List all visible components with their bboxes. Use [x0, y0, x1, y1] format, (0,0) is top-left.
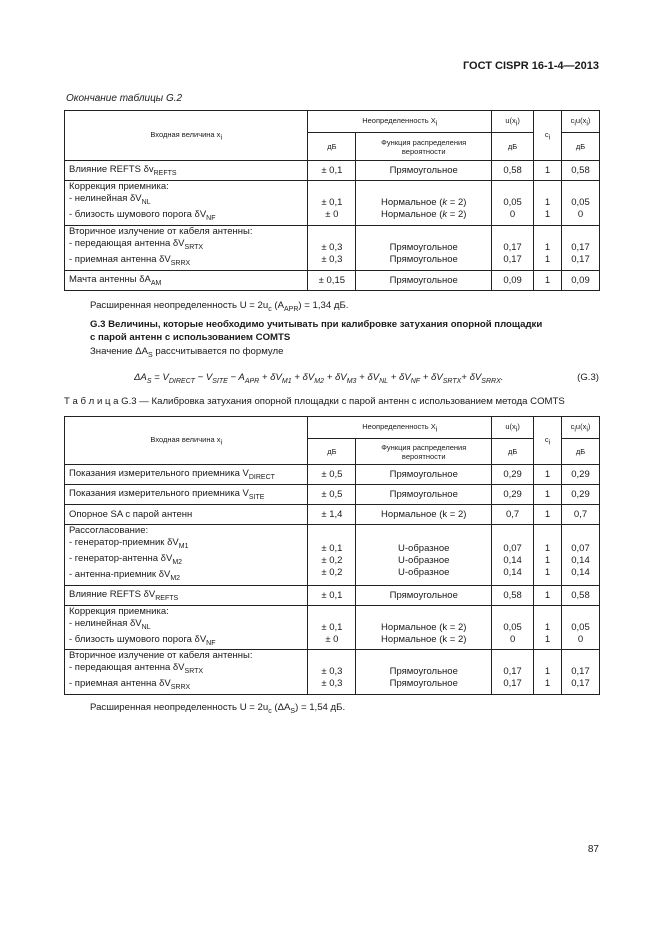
header-uncertainty: Неопределенность $X_i$ [308, 417, 492, 439]
section-title: G.3 Величины, которые необходимо учитывать при калибровке затухания опорной площадки [90, 319, 543, 330]
table-row: Опорное SA с парой антенн ± 1,4 Нормальное (k = 2) 0,7 1 0,7 [65, 505, 600, 525]
header-u: $u(x_i)$ [492, 417, 534, 439]
table-row: Показания измерительного приемника $V_{SITE}$ ± 0,5 Прямоугольное 0,29 1 0,29 [65, 485, 600, 505]
header-db: дБ [492, 133, 534, 161]
table-g2-end [64, 110, 600, 291]
section-title: с парой антенн с использованием COMTS [90, 332, 291, 343]
table-row: Рассогласование: - генератор-приемник $\delta V_{M1}$ - генератор-антенна $\delta V_{M2}$ - антенна-приемник $\delta V_{M2}$ ± 0,1 ± 0,2 ± 0,2 U-образное U-образное U-образное 0,07 0,14 0,14 1 1 1 0,07 0,14 0,14 [65, 525, 600, 586]
header-uncertainty: Неопределенность $X_i$ [308, 111, 492, 133]
header-db: дБ [562, 133, 600, 161]
header-dist: Функция распределения вероятности [356, 133, 492, 161]
header-u: $u(x_i)$ [492, 111, 534, 133]
header-input: Входная величина $x_i$ [65, 111, 308, 161]
header-db: дБ [562, 439, 600, 465]
table-row: Влияние REFTS $\delta V_{REFTS}$ ± 0,1 Прямоугольное 0,58 1 0,58 [65, 585, 600, 605]
table-caption: Т а б л и ц а G.3 — Калибровка затухания опорной площадки с парой антенн с использованием метода COMTS [64, 396, 565, 407]
header-dist: Функция распределения вероятности [356, 439, 492, 465]
expanded-uncertainty-1: Расширенная неопределенность $U = 2u_c$ $(A_{APR}) = 1,34$ дБ. [90, 300, 349, 313]
table-row: Показания измерительного приемника $V_{DIRECT}$ ± 0,5 Прямоугольное 0,29 1 0,29 [65, 465, 600, 485]
standard-header: ГОСТ CISPR 16-1-4—2013 [462, 60, 599, 72]
header-db: дБ [492, 439, 534, 465]
table-g3 [64, 416, 600, 695]
table-row: Вторичное излучение от кабеля антенны: - передающая антенна $\delta V_{SRTX}$ - приемная антенна $\delta V_{SRRX}$ ± 0,3 ± 0,3 Прямоугольное Прямоугольное 0,17 0,17 1 1 0,17 0,17 [65, 650, 600, 695]
header-c: $c_i$ [534, 111, 562, 161]
formula-g3: $\Delta A_S = V_{DIRECT} - V_{SITE} - A_{APR} + \delta V_{M1} + \delta V_{M2} + \delta V_{M3} + \delta V_{NL} + \delta V_{NF} + \delta V_{SRTX}+ \delta V_{SRRX}$. [134, 372, 504, 385]
table-caption: Окончание таблицы G.2 [66, 93, 183, 104]
table-row: Влияние REFTS $\delta v_{REFTS}$ ± 0,1 Прямоугольное 0,58 1 0,58 [65, 161, 600, 181]
header-db: дБ [308, 439, 356, 465]
header-cu: $c_iu(x_i)$ [562, 417, 600, 439]
expanded-uncertainty-2: Расширенная неопределенность $U = 2u_c$ $(\Delta A_S) = 1,54$ дБ. [90, 702, 346, 715]
header-db: дБ [308, 133, 356, 161]
table-row: Вторичное излучение от кабеля антенны: - передающая антенна $\delta V_{SRTX}$ - приемная антенна $\delta V_{SRRX}$ ± 0,3 ± 0,3 Прямоугольное Прямоугольное 0,17 0,17 1 1 0,17 0,17 [65, 225, 600, 270]
formula-number: (G.3) [577, 372, 599, 383]
section-intro: Значение $\Delta A_S$ рассчитывается по формуле [90, 346, 284, 359]
table-row: Коррекция приемника: - нелинейная $\delta V_{NL}$ - близость шумового порога $\delta V_{NF}$ ± 0,1 ± 0 Нормальное (k = 2) Нормальное (k = 2) 0,05 0 1 1 0,05 0 [65, 181, 600, 226]
page-number: 87 [587, 844, 599, 855]
table-row: Мачта антенны $\delta A_{AM}$ ± 0,15 Прямоугольное 0,09 1 0,09 [65, 270, 600, 290]
header-cu: $c_iu(x_i)$ [562, 111, 600, 133]
table-row: Коррекция приемника: - нелинейная $\delta V_{NL}$ - близость шумового порога $\delta V_{NF}$ ± 0,1 ± 0 Нормальное (k = 2) Нормальное (k = 2) 0,05 0 1 1 0,05 0 [65, 605, 600, 650]
header-c: $c_i$ [534, 417, 562, 465]
header-input: Входная величина $x_i$ [65, 417, 308, 465]
